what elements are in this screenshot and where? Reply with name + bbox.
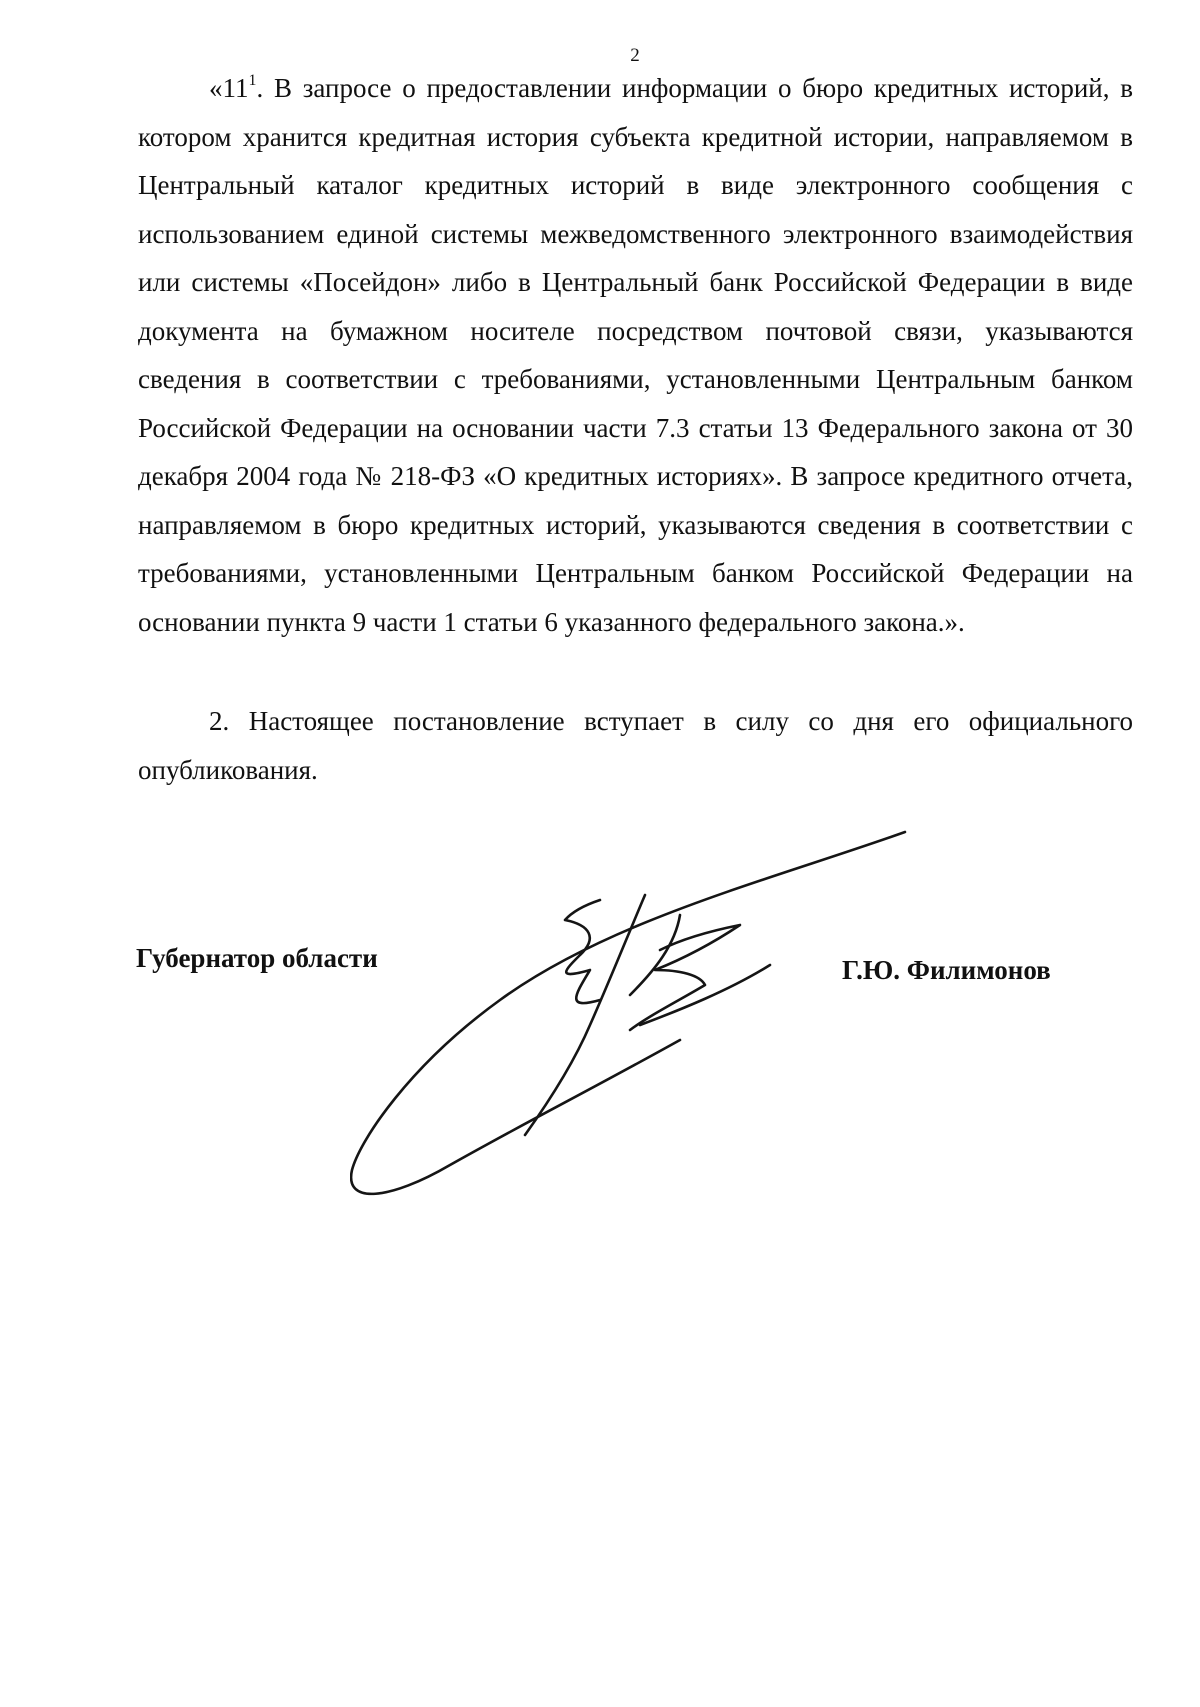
clause-number	[209, 73, 257, 103]
signature-tail	[640, 965, 770, 1025]
signatory-title: Губернатор области	[136, 943, 378, 973]
signature-zigzag-left	[565, 900, 600, 1003]
paragraph-effective-date	[138, 697, 1133, 794]
paragraph-effective-date-text: 2. Настоящее постановление вступает в силу со дня его официального опубликования.	[138, 706, 1133, 785]
signature-main-loop	[351, 832, 905, 1194]
clause-number-superscript: 1	[248, 72, 257, 89]
paragraph-amendment	[138, 64, 1133, 646]
paragraph-amendment-text: . В запросе о предоставлении информации о бюро кредитных историй, в котором хранится кредитная история субъекта кредитной истории, направляемом в Центральный каталог кредитных историй в виде электронного сообщения с использованием единой системы межведомственного электронного взаимодействия или системы «Посейдон» либо в Центральный банк Российской Федерации в виде документа на бумажном носителе посредством почтовой связи, указываются сведения в соответствии с требованиями, установленными Центральным банком Российской Федерации на основании части 7.3 статьи 13 Федерального закона от 30 декабря 2004 года № 218-ФЗ «О кредитных историях». В запросе кредитного отчета, направляемом в бюро кредитных историй, указываются сведения в соответствии с требованиями, установленными Центральным банком Российской Федерации на основании пункта 9 части 1 статьи 6 указанного федерального закона.».	[138, 73, 1133, 637]
signature-icon	[350, 820, 930, 1210]
page-number: 2	[630, 45, 640, 66]
signatory-name: Г.Ю. Филимонов	[842, 955, 1051, 985]
clause-number-lead: «11	[209, 73, 249, 103]
